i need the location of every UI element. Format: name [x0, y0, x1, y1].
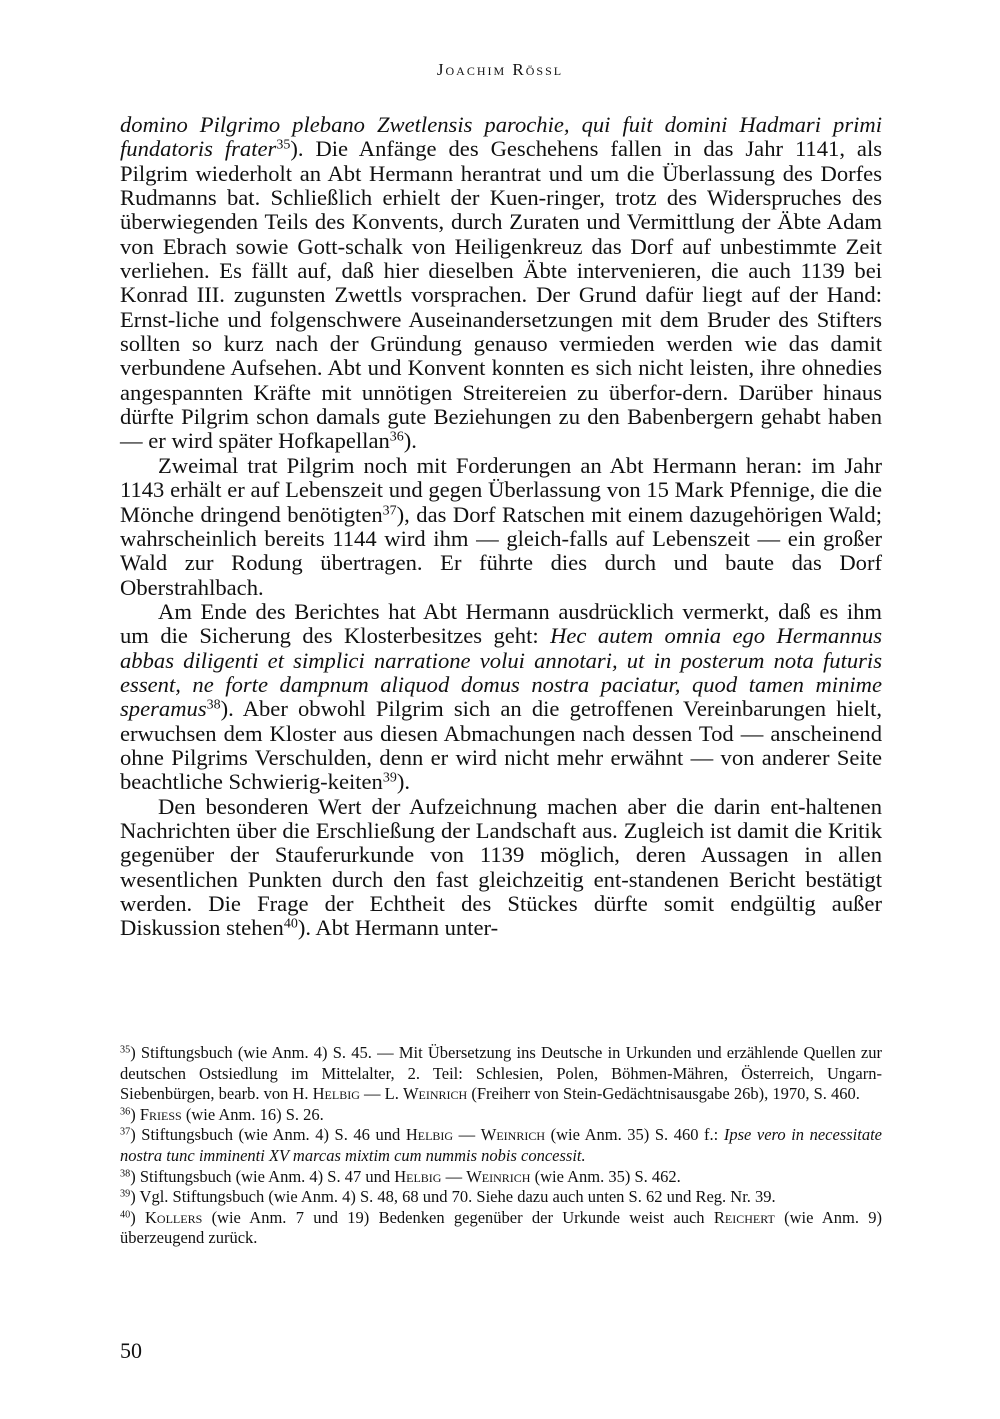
author-name: Reichert [713, 1207, 775, 1227]
latin-quote: Ipse vero in necessitate nostra tunc imminenti XV marcas mixtim cum nummis nobis concessit. [120, 1125, 882, 1165]
paragraph-text: Zweimal trat Pilgrim noch mit Forderungen an Abt Hermann heran: im Jahr 1143 erhält er auf Lebenszeit und gegen Überlassung von 15 Mark Pfennige, die die Mönche dringend benötigten [120, 452, 882, 527]
footnote-35 [120, 1043, 882, 1105]
footnote-36 [120, 1105, 882, 1126]
footnote-37 [120, 1125, 882, 1166]
paragraph-text: ). Abt Hermann unter- [297, 915, 499, 941]
footnote-ref-36[interactable]: 36 [389, 429, 404, 445]
footnote-ref-39[interactable]: 39 [382, 770, 397, 786]
author-name: Helbig [405, 1125, 454, 1145]
footnote-39 [120, 1187, 882, 1208]
footnote-number: 36 [120, 1106, 131, 1118]
footnote-text: (wie Anm. 16) S. 26. [181, 1104, 324, 1124]
paragraph-text: ). [396, 769, 411, 795]
footnote-number: 35 [120, 1044, 131, 1056]
paragraph-4 [120, 795, 882, 941]
footnote-text: (wie Anm. 35) S. 462. [530, 1166, 681, 1186]
footnote-number: 39 [120, 1188, 131, 1200]
footnote-ref-37[interactable]: 37 [382, 502, 397, 518]
author-name: Weinrich [480, 1125, 545, 1145]
footnote-text: ) [130, 1207, 146, 1227]
footnote-ref-40[interactable]: 40 [283, 916, 298, 932]
footnote-40 [120, 1208, 882, 1249]
footnote-text: ) Stiftungsbuch (wie Anm. 4) S. 45. — Mit Übersetzung ins Deutsche in Urkunden und erzählende Quellen zur deutschen Ostsiedlung im Mittelalter, 2. Teil: Schlesien, Polen, Böhmen-Mähren, Österreich, Ungarn-Siebenbürgen, bearb. von H. [120, 1043, 882, 1104]
paragraph-text: Am Ende des Berichtes hat Abt Hermann ausdrücklich vermerkt, daß es ihm um die Sicherung des Klosterbesitzes geht: [120, 598, 882, 649]
author-name: Weinrich [402, 1084, 468, 1104]
footnote-number: 37 [120, 1126, 131, 1138]
footnote-text: ) Stiftungsbuch (wie Anm. 4) S. 47 und [130, 1166, 395, 1186]
footnote-text: — [441, 1166, 467, 1186]
footnote-ref-38[interactable]: 38 [206, 697, 221, 713]
author-name: Kollers [145, 1207, 203, 1227]
paragraph-text: ), das Dorf Ratschen mit einem dazugehörigen Wald; wahrscheinlich bereits 1144 wird ihm — gleich-falls auf Lebenszeit — ein großer Wald zur Rodung übertragen. Er führte dies durch und baute das Dorf Oberstrahlbach. [120, 501, 882, 600]
footnote-text: ) [130, 1104, 140, 1124]
latin-quote: Hec autem omnia ego Hermannus abbas diligenti et simplici narratione volui annotari, ut in posterum nota futuris essent, ne forte dampnum aliquod domus nostra paciatur, quod tamen minime speramus [120, 623, 882, 722]
paragraph-3 [120, 600, 882, 795]
footnotes [120, 1043, 882, 1249]
paragraph-text: Den besonderen Wert der Aufzeichnung machen aber die darin ent-haltenen Nachrichten über die Erschließung der Landschaft aus. Zugleich ist damit die Kritik gegenüber der Stauferurkunde von 1139 möglich, deren Aussagen in allen wesentlichen Punkten durch den fast gleichzeitig ent-standenen Bericht bestätigt werden. Die Frage der Echtheit des Stückes dürfte somit endgültig außer Diskussion stehen [120, 793, 882, 941]
paragraph-1 [120, 113, 882, 454]
footnote-number: 38 [120, 1167, 131, 1179]
paragraph-text: ). Die Anfänge des Geschehens fallen in das Jahr 1141, als Pilgrim wiederholt an Abt Hermann herantrat und um die Überlassung des Dorfes Rudmanns bat. Schließlich erhielt der Kuen-ringer, trotz des Widerspruches des überwiegenden Teils des Konvents, durch Zuraten und Vermittlung der Äbte Adam von Ebrach sowie Gott-schalk von Heiligenkreuz das Dorf auf unbestimmte Zeit verliehen. Es fällt auf, daß hier dieselben Äbte intervenieren, die auch 1139 bei Konrad III. zugunsten Zwettls vorsprachen. Der Grund dafür liegt auf der Hand: Ernst-liche und folgenschwere Auseinandersetzungen mit dem Bruder des Stifters sollten so kurz nach der Gründung genauso vermieden werden wie das damit verbundene Aufsehen. Abt und Konvent konnten es sich nicht leisten, ihre ohnedies angespannten Kräfte mit unnötigen Streitereien zu überfor-dern. Darüber hinaus dürfte Pilgrim schon damals gute Beziehungen zu den Babenbergern gehabt haben — er wird später Hofkapellan [120, 136, 883, 454]
footnote-text: (Freiherr von Stein-Gedächtnisausgabe 26b), 1970, S. 460. [467, 1084, 860, 1104]
page-number: 50 [120, 1338, 142, 1363]
author-name: Weinrich [466, 1166, 531, 1186]
paragraph-2 [120, 454, 882, 600]
footnote-text: (wie Anm. 7 und 19) Bedenken gegenüber der Urkunde weist auch [202, 1207, 714, 1227]
footnote-text: (wie Anm. 35) S. 460 f.: [545, 1125, 724, 1145]
latin-quote: domino Pilgrimo plebano Zwetlensis parochie, qui fuit domini Hadmari primi fundatoris frater [120, 112, 882, 162]
footnote-text: — [453, 1125, 481, 1145]
footnote-text: (wie Anm. 9) überzeugend zurück. [120, 1207, 882, 1248]
paragraph-text: ). Aber obwohl Pilgrim sich an die getroffenen Vereinbarungen hielt, erwuchsen dem Kloster aus diesen Abmachungen nach dessen Tod — anscheinend ohne Pilgrims Verschulden, denn er wird nicht mehr erwähnt — von anderer Seite beachtliche Schwierig-keiten [120, 696, 882, 795]
footnote-38 [120, 1167, 882, 1188]
running-head: Joachim Rössl [436, 60, 564, 79]
main-text [120, 113, 882, 941]
footnote-text: ) Stiftungsbuch (wie Anm. 4) S. 46 und [130, 1125, 406, 1145]
footnote-number: 40 [120, 1209, 131, 1221]
author-name: Helbig [394, 1166, 442, 1186]
footnote-text: — L. [359, 1084, 403, 1104]
paragraph-text: ). [403, 428, 417, 454]
author-name: Friess [139, 1104, 182, 1124]
author-name: Helbig [312, 1084, 360, 1104]
footnote-ref-35[interactable]: 35 [276, 137, 291, 153]
footnote-text: ) Vgl. Stiftungsbuch (wie Anm. 4) S. 48, 68 und 70. Siehe dazu auch unten S. 62 und Reg. Nr. 39. [130, 1187, 776, 1207]
